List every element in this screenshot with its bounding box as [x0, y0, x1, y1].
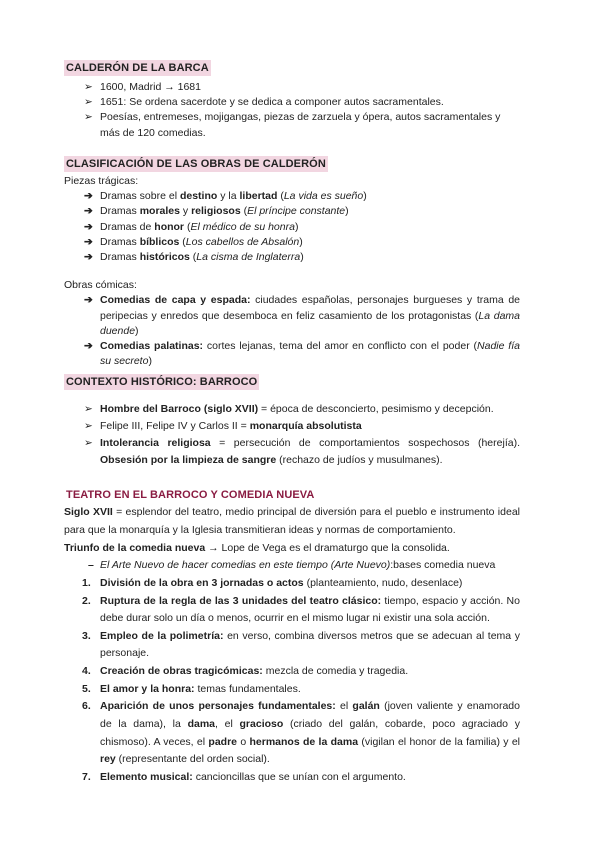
arrow-icon: ➔ [84, 294, 93, 307]
list-item: 2. Ruptura de la regla de las 3 unidades del teatro clásico: tiempo, espacio y acción. No debe durar solo un día o menos, ocurrir en el mismo lugar ni existir una sola acción. [82, 594, 520, 625]
list-item: ➔ Dramas históricos (La cisma de Inglaterra) [64, 250, 520, 265]
list-item: – El Arte Nuevo de hacer comedias en este tiempo (Arte Nuevo):bases comedia nueva [64, 557, 520, 575]
arrow-icon: ➔ [84, 220, 93, 233]
context-list [64, 401, 520, 469]
list-item: ➢ Poesías, entremeses, mojigangas, piezas de zarzuela y ópera, autos sacramentales y más de 120 comedias. [84, 111, 501, 139]
comic-label: Obras cómicas: [64, 279, 137, 292]
list-item: ➔ Comedias de capa y espada: ciudades españolas, personajes burgueses y trama de peripecias y enredos que desemboca en feliz casamiento de los protagonistas (La dama duende) [84, 294, 520, 337]
list-item: ➔ Dramas bíblicos (Los cabellos de Absalón) [64, 235, 520, 250]
arrow-icon: ➔ [84, 235, 93, 248]
arrowhead-icon: ➢ [84, 419, 93, 432]
arrow-icon: ➔ [84, 251, 93, 264]
list-item: ➔ Dramas de honor (El médico de su honra) [64, 220, 520, 235]
arrowhead-icon: ➢ [84, 80, 93, 93]
arrowhead-icon: ➢ [84, 96, 93, 109]
numbered-list [64, 575, 520, 787]
arrowhead-icon: ➢ [84, 111, 93, 124]
paragraph-triunfo: Triunfo de la comedia nueva → Lope de Vega es el dramaturgo que la consolida. [64, 541, 450, 554]
list-item: ➢ 1600, Madrid → 1681 [64, 80, 520, 95]
list-item: ➔ Comedias palatinas: cortes lejanas, tema del amor en conflicto con el poder (Nadie fía su secreto) [84, 340, 520, 368]
arrow-icon: ➔ [84, 190, 93, 203]
list-item: 4. Creación de obras tragicómicas: mezcla de comedia y tragedia. [82, 665, 409, 678]
comic-list [64, 293, 520, 369]
list-item: 6. Aparición de unos personajes fundamentales: el galán (joven valiente y enamorado de la dama), la dama, el gracioso (criado del galán, cobarde, poco agraciado y chismoso). A veces, el padre o hermanos de la dama (vigilan el honor de la familia) y el rey (representante del orden social). [82, 700, 521, 766]
section-title-teatro: TEATRO EN EL BARROCO Y COMEDIA NUEVA [66, 489, 315, 501]
tragic-list [64, 189, 520, 265]
dash-list [64, 557, 520, 575]
list-item: ➢ Felipe III, Felipe IV y Carlos II = monarquía absolutista [64, 418, 520, 435]
bio-list [64, 80, 520, 141]
section-clasificacion [64, 156, 520, 370]
section-contexto [64, 374, 520, 469]
dash-marker: – [88, 559, 94, 572]
section-calderon [64, 60, 520, 141]
section-title-calderon: CALDERÓN DE LA BARCA [66, 62, 209, 74]
section-teatro [64, 486, 520, 786]
list-item: 5. El amor y la honra: temas fundamentales. [82, 682, 301, 695]
list-item: ➢ Intolerancia religiosa = persecución de comportamientos sospechosos (herejía). Obsesión por la limpieza de sangre (rechazo de judíos y musulmanes). [84, 436, 520, 466]
list-item: 1. División de la obra en 3 jornadas o actos (planteamiento, nudo, desenlace) [82, 576, 463, 589]
section-title-contexto: CONTEXTO HISTÓRICO: BARROCO [66, 376, 258, 388]
list-item: ➔ Dramas morales y religiosos (El príncipe constante) [64, 204, 520, 219]
arrow-icon: ➔ [84, 205, 93, 218]
list-item: ➢ Hombre del Barroco (siglo XVII) = época de desconcierto, pesimismo y decepción. [64, 401, 520, 418]
arrow-icon: ➔ [84, 340, 93, 353]
tragic-label: Piezas trágicas: [64, 174, 139, 187]
arrowhead-icon: ➢ [84, 436, 93, 449]
section-title-clasificacion: CLASIFICACIÓN DE LAS OBRAS DE CALDERÓN [66, 158, 326, 170]
paragraph-siglo: Siglo XVII = esplendor del teatro, medio principal de diversión para el pueblo e instrumento ideal para que la monarquía y la Iglesia transmitieran ideas y normas de comportamiento. [64, 506, 520, 537]
list-item: 3. Empleo de la polimetría: en verso, combina diversos metros que se adecuan al tema y personaje. [82, 629, 520, 660]
arrowhead-icon: ➢ [84, 402, 93, 415]
list-item: 7. Elemento musical: cancioncillas que se unían con el argumento. [82, 770, 406, 783]
list-item: ➔ Dramas sobre el destino y la libertad (La vida es sueño) [64, 189, 520, 204]
list-item: ➢ 1651: Se ordena sacerdote y se dedica a componer autos sacramentales. [64, 95, 520, 110]
